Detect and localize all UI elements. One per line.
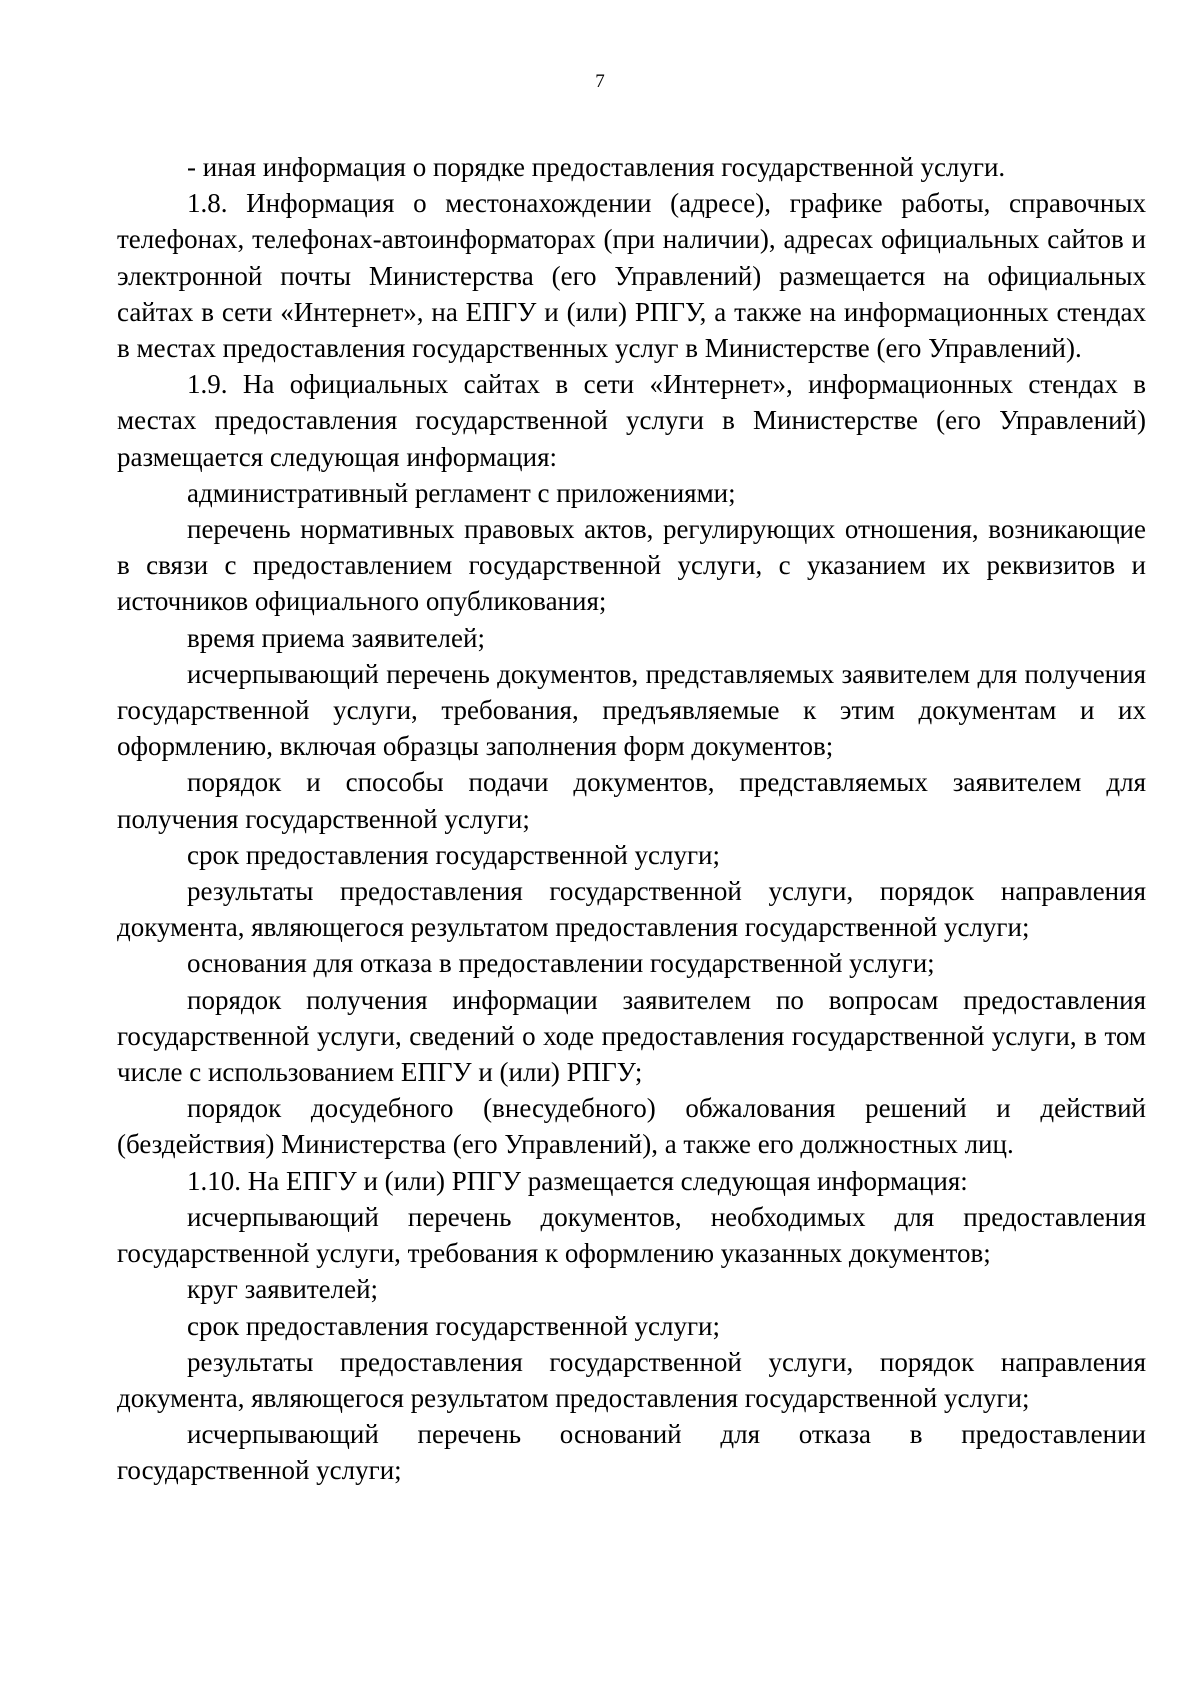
list-item-administrative-regulation: административный регламент с приложениями; [187, 477, 736, 508]
list-item-appeal-procedure: порядок досудебного (внесудебного) обжалования решений и действий (бездействия) Министерства (его Управлений), а также его должностных лиц. [117, 1093, 1146, 1160]
list-item-submission-procedure: порядок и способы подачи документов, представляемых заявителем для получения государственной услуги; [117, 767, 1146, 834]
paragraph-1-9-published-information: 1.9. На официальных сайтах в сети «Интернет», информационных стендах в местах предоставления государственной услуги в Министерстве (его Управлений) размещается следующая информация: [117, 369, 1146, 472]
paragraph-1-8-contact-information: 1.8. Информация о местонахождении (адресе), графике работы, справочных телефонах, телефонах-автоинформаторах (при наличии), адресах официальных сайтов и электронной почты Министерства (его Управлений) размещается на официальных сайтах в сети «Интернет», на ЕПГУ и (или) РПГУ, а также на информационных стендах в местах предоставления государственных услуг в Министерстве (его Управлений). [117, 188, 1146, 364]
list-item-applicants: круг заявителей; [187, 1274, 379, 1305]
list-item-legal-acts: перечень нормативных правовых актов, регулирующих отношения, возникающие в связи с предоставлением государственной услуги, с указанием их реквизитов и источников официального опубликования; [117, 514, 1146, 617]
list-item-portal-service-results: результаты предоставления государственной услуги, порядок направления документа, являющегося результатом предоставления государственной услуги; [117, 1346, 1146, 1413]
list-item-service-term: срок предоставления государственной услуги; [187, 839, 721, 870]
paragraph-other-information: - иная информация о порядке предоставления государственной услуги. [187, 152, 1006, 182]
list-item-reception-time: время приема заявителей; [187, 622, 485, 653]
paragraph-1-10-portal-information: 1.10. На ЕПГУ и (или) РПГУ размещается следующая информация: [187, 1165, 968, 1196]
list-item-portal-required-documents: исчерпывающий перечень документов, необходимых для предоставления государственной услуги, требования к оформлению указанных документов; [117, 1201, 1146, 1269]
list-item-portal-refusal-grounds: исчерпывающий перечень оснований для отказа в предоставлении государственной услуги; [117, 1419, 1146, 1486]
page-number: 7 [595, 71, 605, 92]
document-body [117, 149, 1146, 1489]
list-item-refusal-grounds: основания для отказа в предоставлении государственной услуги; [187, 948, 935, 979]
list-item-service-results: результаты предоставления государственной услуги, порядок направления документа, являющегося результатом предоставления государственной услуги; [117, 876, 1146, 943]
list-item-information-procedure: порядок получения информации заявителем по вопросам предоставления государственной услуги, сведений о ходе предоставления государственной услуги, в том числе с использованием ЕПГУ и (или) РПГУ; [117, 984, 1146, 1088]
list-item-portal-service-term: срок предоставления государственной услуги; [187, 1310, 721, 1341]
list-item-required-documents: исчерпывающий перечень документов, представляемых заявителем для получения государственной услуги, требования, предъявляемые к этим документам и их оформлению, включая образцы заполнения форм документов; [117, 658, 1146, 762]
